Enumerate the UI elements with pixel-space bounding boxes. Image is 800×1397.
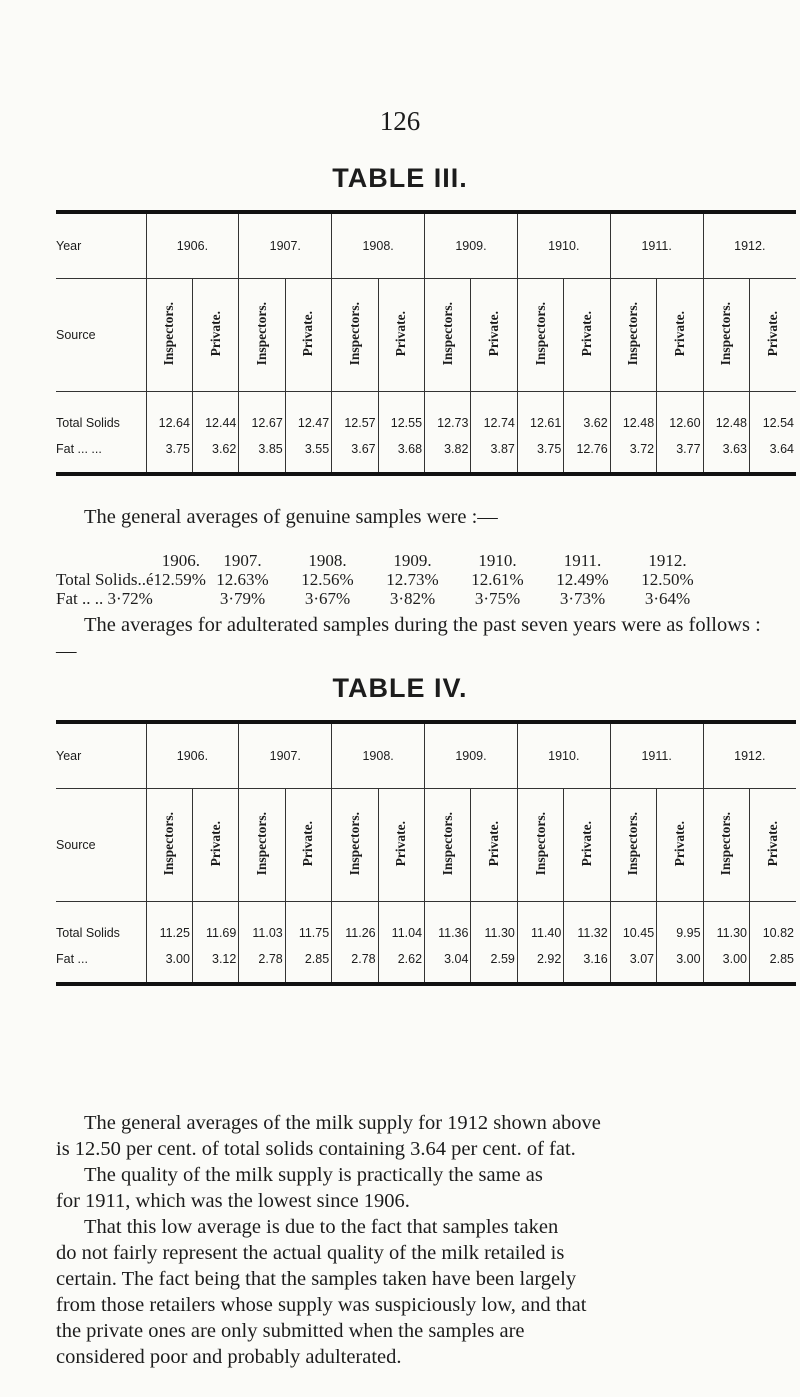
- adulterated-averages-intro: The averages for adulterated samples during the past seven years were as follows :—: [56, 614, 761, 662]
- table-cell: 11.30: [703, 902, 749, 947]
- source-header: [146, 279, 192, 392]
- table-cell: 3.72: [610, 436, 656, 474]
- table-cell: 3.12: [192, 946, 238, 984]
- source-header: [703, 279, 749, 392]
- table-cell: 2.92: [517, 946, 563, 984]
- source-header-text: Private.: [207, 310, 223, 357]
- source-header-text: Private.: [207, 820, 223, 867]
- table-cell: 12.55: [378, 392, 424, 437]
- table-cell: 12.67: [239, 392, 285, 437]
- source-header: [285, 789, 331, 902]
- source-header-text: Private.: [764, 310, 780, 357]
- table-cell: 3.77: [657, 436, 703, 474]
- source-header: [332, 279, 378, 392]
- table-iv-title: TABLE IV.: [332, 673, 468, 703]
- source-header: [192, 789, 238, 902]
- source-header-text: Private.: [764, 820, 780, 867]
- averages-year-1906: 1906.: [161, 551, 200, 570]
- year-header: 1912.: [703, 722, 796, 789]
- genuine-averages-block: [56, 551, 796, 608]
- averages-year: 1910.: [478, 551, 517, 570]
- summary-line: is 12.50 per cent. of total solids containing 3.64 per cent. of fat.: [56, 1138, 576, 1160]
- averages-value: 12.73%: [386, 570, 439, 589]
- source-header: [471, 789, 517, 902]
- source-header-text: Inspectors.: [532, 811, 548, 876]
- table-cell: 9.95: [657, 902, 703, 947]
- source-label: Source: [56, 279, 146, 392]
- table-row: [56, 902, 796, 947]
- table-cell: 3.04: [425, 946, 471, 984]
- table-cell: 11.04: [378, 902, 424, 947]
- table-cell: 3.85: [239, 436, 285, 474]
- table-cell: 3.64: [749, 436, 796, 474]
- averages-value: 3·67%: [304, 589, 351, 608]
- source-header: [517, 279, 563, 392]
- source-header-text: Inspectors.: [439, 811, 455, 876]
- averages-fat-row: [56, 589, 796, 608]
- source-header-text: Private.: [671, 820, 687, 867]
- source-header-text: Inspectors.: [346, 811, 362, 876]
- year-header: 1908.: [332, 722, 425, 789]
- table-cell: 12.44: [192, 392, 238, 437]
- table-cell: 3.00: [657, 946, 703, 984]
- table-cell: 11.69: [192, 902, 238, 947]
- table-cell: 12.48: [610, 392, 656, 437]
- source-header-text: Private.: [486, 820, 502, 867]
- source-header-text: Inspectors.: [532, 301, 548, 366]
- source-header: [425, 279, 471, 392]
- year-header: 1910.: [517, 212, 610, 279]
- table-cell: 12.47: [285, 392, 331, 437]
- summary-line: The quality of the milk supply is practically the same as: [84, 1164, 543, 1186]
- row-label: Total Solids: [56, 926, 120, 940]
- table-cell: 3.63: [703, 436, 749, 474]
- averages-year: 1912.: [648, 551, 687, 570]
- source-header: [285, 279, 331, 392]
- source-header-text: Inspectors.: [161, 811, 177, 876]
- table-row: [56, 946, 796, 984]
- table-cell: 3.75: [146, 436, 192, 474]
- table-cell: 3.82: [425, 436, 471, 474]
- table-iv: [56, 720, 796, 986]
- summary-line: the private ones are only submitted when the samples are: [56, 1320, 525, 1342]
- source-header-text: Inspectors.: [254, 811, 270, 876]
- source-header-text: Private.: [486, 310, 502, 357]
- source-header: [749, 279, 796, 392]
- year-label: Year: [56, 212, 146, 279]
- table-cell: 12.76: [564, 436, 610, 474]
- table-cell: 11.26: [332, 902, 378, 947]
- page-number: 126: [379, 106, 421, 136]
- table-cell: 3.62: [564, 392, 610, 437]
- year-header: 1910.: [517, 722, 610, 789]
- averages-row-label: Fat .. .. 3·72%: [56, 589, 153, 608]
- table-cell: 11.30: [471, 902, 517, 947]
- source-header: [239, 279, 285, 392]
- source-header: [378, 789, 424, 902]
- source-header: [703, 789, 749, 902]
- year-header: 1907.: [239, 212, 332, 279]
- table-cell: 3.55: [285, 436, 331, 474]
- table-cell: 3.68: [378, 436, 424, 474]
- source-header: [332, 789, 378, 902]
- summary-line: The general averages of the milk supply for 1912 shown above: [84, 1112, 601, 1134]
- source-header-text: Inspectors.: [718, 811, 734, 876]
- year-header-row: [56, 212, 796, 279]
- year-header: 1906.: [146, 722, 239, 789]
- table-cell: 10.82: [749, 902, 796, 947]
- year-header: 1909.: [425, 722, 518, 789]
- source-header-text: Private.: [300, 310, 316, 357]
- table-cell: 12.48: [703, 392, 749, 437]
- year-header: 1907.: [239, 722, 332, 789]
- source-header-text: Inspectors.: [625, 811, 641, 876]
- year-header: 1908.: [332, 212, 425, 279]
- averages-value: 3·75%: [474, 589, 521, 608]
- table-cell: 12.64: [146, 392, 192, 437]
- source-header: [657, 789, 703, 902]
- source-header: [425, 789, 471, 902]
- source-header-row: [56, 789, 796, 902]
- table-cell: 11.25: [146, 902, 192, 947]
- table-cell: 3.75: [517, 436, 563, 474]
- table-iii: [56, 210, 796, 476]
- genuine-averages-intro: The general averages of genuine samples were :—: [84, 506, 498, 528]
- averages-value: 3·79%: [219, 589, 266, 608]
- table-cell: 3.87: [471, 436, 517, 474]
- averages-value: 3·64%: [644, 589, 691, 608]
- source-header-text: Private.: [579, 820, 594, 867]
- year-header-row: [56, 722, 796, 789]
- table-cell: 3.67: [332, 436, 378, 474]
- table-iii-title: TABLE III.: [332, 163, 468, 193]
- source-header-text: Private.: [393, 310, 409, 357]
- averages-value: 3·82%: [389, 589, 436, 608]
- averages-value: 12.49%: [556, 570, 609, 589]
- source-header-text: Inspectors.: [625, 301, 641, 366]
- averages-value: 3·73%: [559, 589, 606, 608]
- table-cell: 12.60: [657, 392, 703, 437]
- year-header: 1909.: [425, 212, 518, 279]
- table-cell: 11.75: [285, 902, 331, 947]
- source-header-row: [56, 279, 796, 392]
- source-header-text: Inspectors.: [718, 301, 734, 366]
- table-cell: 2.59: [471, 946, 517, 984]
- averages-row-label: Total Solids..é12.59%: [56, 570, 206, 589]
- table-row: [56, 436, 796, 474]
- table-row: [56, 392, 796, 437]
- source-header: [192, 279, 238, 392]
- table-cell: 3.16: [564, 946, 610, 984]
- source-header: [146, 789, 192, 902]
- year-header: 1911.: [610, 722, 703, 789]
- table-cell: 2.78: [239, 946, 285, 984]
- table-cell: 12.54: [749, 392, 796, 437]
- table-cell: 3.00: [703, 946, 749, 984]
- table-cell: 11.40: [517, 902, 563, 947]
- table-cell: 10.45: [610, 902, 656, 947]
- source-header: [378, 279, 424, 392]
- source-header-text: Inspectors.: [439, 301, 455, 366]
- averages-value: 12.50%: [641, 570, 694, 589]
- averages-year: 1909.: [393, 551, 432, 570]
- source-header-text: Inspectors.: [254, 301, 270, 366]
- table-cell: 3.62: [192, 436, 238, 474]
- source-header: [517, 789, 563, 902]
- averages-year: 1911.: [563, 551, 602, 570]
- source-header: [564, 789, 610, 902]
- summary-line: from those retailers whose supply was suspiciously low, and that: [56, 1294, 587, 1316]
- source-header: [610, 279, 656, 392]
- summary-line: That this low average is due to the fact that samples taken: [84, 1216, 559, 1238]
- table-cell: 12.74: [471, 392, 517, 437]
- table-cell: 2.62: [378, 946, 424, 984]
- table-cell: 3.00: [146, 946, 192, 984]
- row-label: Fat ...: [56, 952, 88, 966]
- row-label: Fat ... ...: [56, 442, 102, 456]
- source-header-text: Inspectors.: [346, 301, 362, 366]
- source-header: [239, 789, 285, 902]
- table-cell: 2.85: [749, 946, 796, 984]
- source-header-text: Private.: [671, 310, 687, 357]
- source-header: [749, 789, 796, 902]
- averages-value: 12.63%: [216, 570, 269, 589]
- row-label: Total Solids: [56, 416, 120, 430]
- table-cell: 3.07: [610, 946, 656, 984]
- table-cell: 11.03: [239, 902, 285, 947]
- table-cell: 2.85: [285, 946, 331, 984]
- source-header-text: Private.: [579, 310, 594, 357]
- averages-year: 1908.: [308, 551, 347, 570]
- source-header: [610, 789, 656, 902]
- table-cell: 12.57: [332, 392, 378, 437]
- averages-value: 12.61%: [471, 570, 524, 589]
- source-label: Source: [56, 789, 146, 902]
- summary-line: for 1911, which was the lowest since 1906.: [56, 1190, 410, 1212]
- table-cell: 12.61: [517, 392, 563, 437]
- year-header: 1906.: [146, 212, 239, 279]
- averages-year-row: [56, 551, 796, 570]
- year-header: 1912.: [703, 212, 796, 279]
- year-header: 1911.: [610, 212, 703, 279]
- source-header: [564, 279, 610, 392]
- table-cell: 11.32: [564, 902, 610, 947]
- table-cell: 12.73: [425, 392, 471, 437]
- summary-paragraph: [56, 1110, 772, 1370]
- source-header-text: Private.: [393, 820, 409, 867]
- source-header-text: Private.: [300, 820, 316, 867]
- averages-year: 1907.: [223, 551, 262, 570]
- table-cell: 2.78: [332, 946, 378, 984]
- averages-value: 12.56%: [301, 570, 354, 589]
- summary-line: considered poor and probably adulterated.: [56, 1346, 402, 1368]
- source-header-text: Inspectors.: [161, 301, 177, 366]
- year-label: Year: [56, 722, 146, 789]
- summary-line: certain. The fact being that the samples taken have been largely: [56, 1268, 577, 1290]
- source-header: [657, 279, 703, 392]
- table-cell: 11.36: [425, 902, 471, 947]
- summary-line: do not fairly represent the actual quality of the milk retailed is: [56, 1242, 565, 1264]
- averages-total-solids-row: [56, 570, 796, 589]
- source-header: [471, 279, 517, 392]
